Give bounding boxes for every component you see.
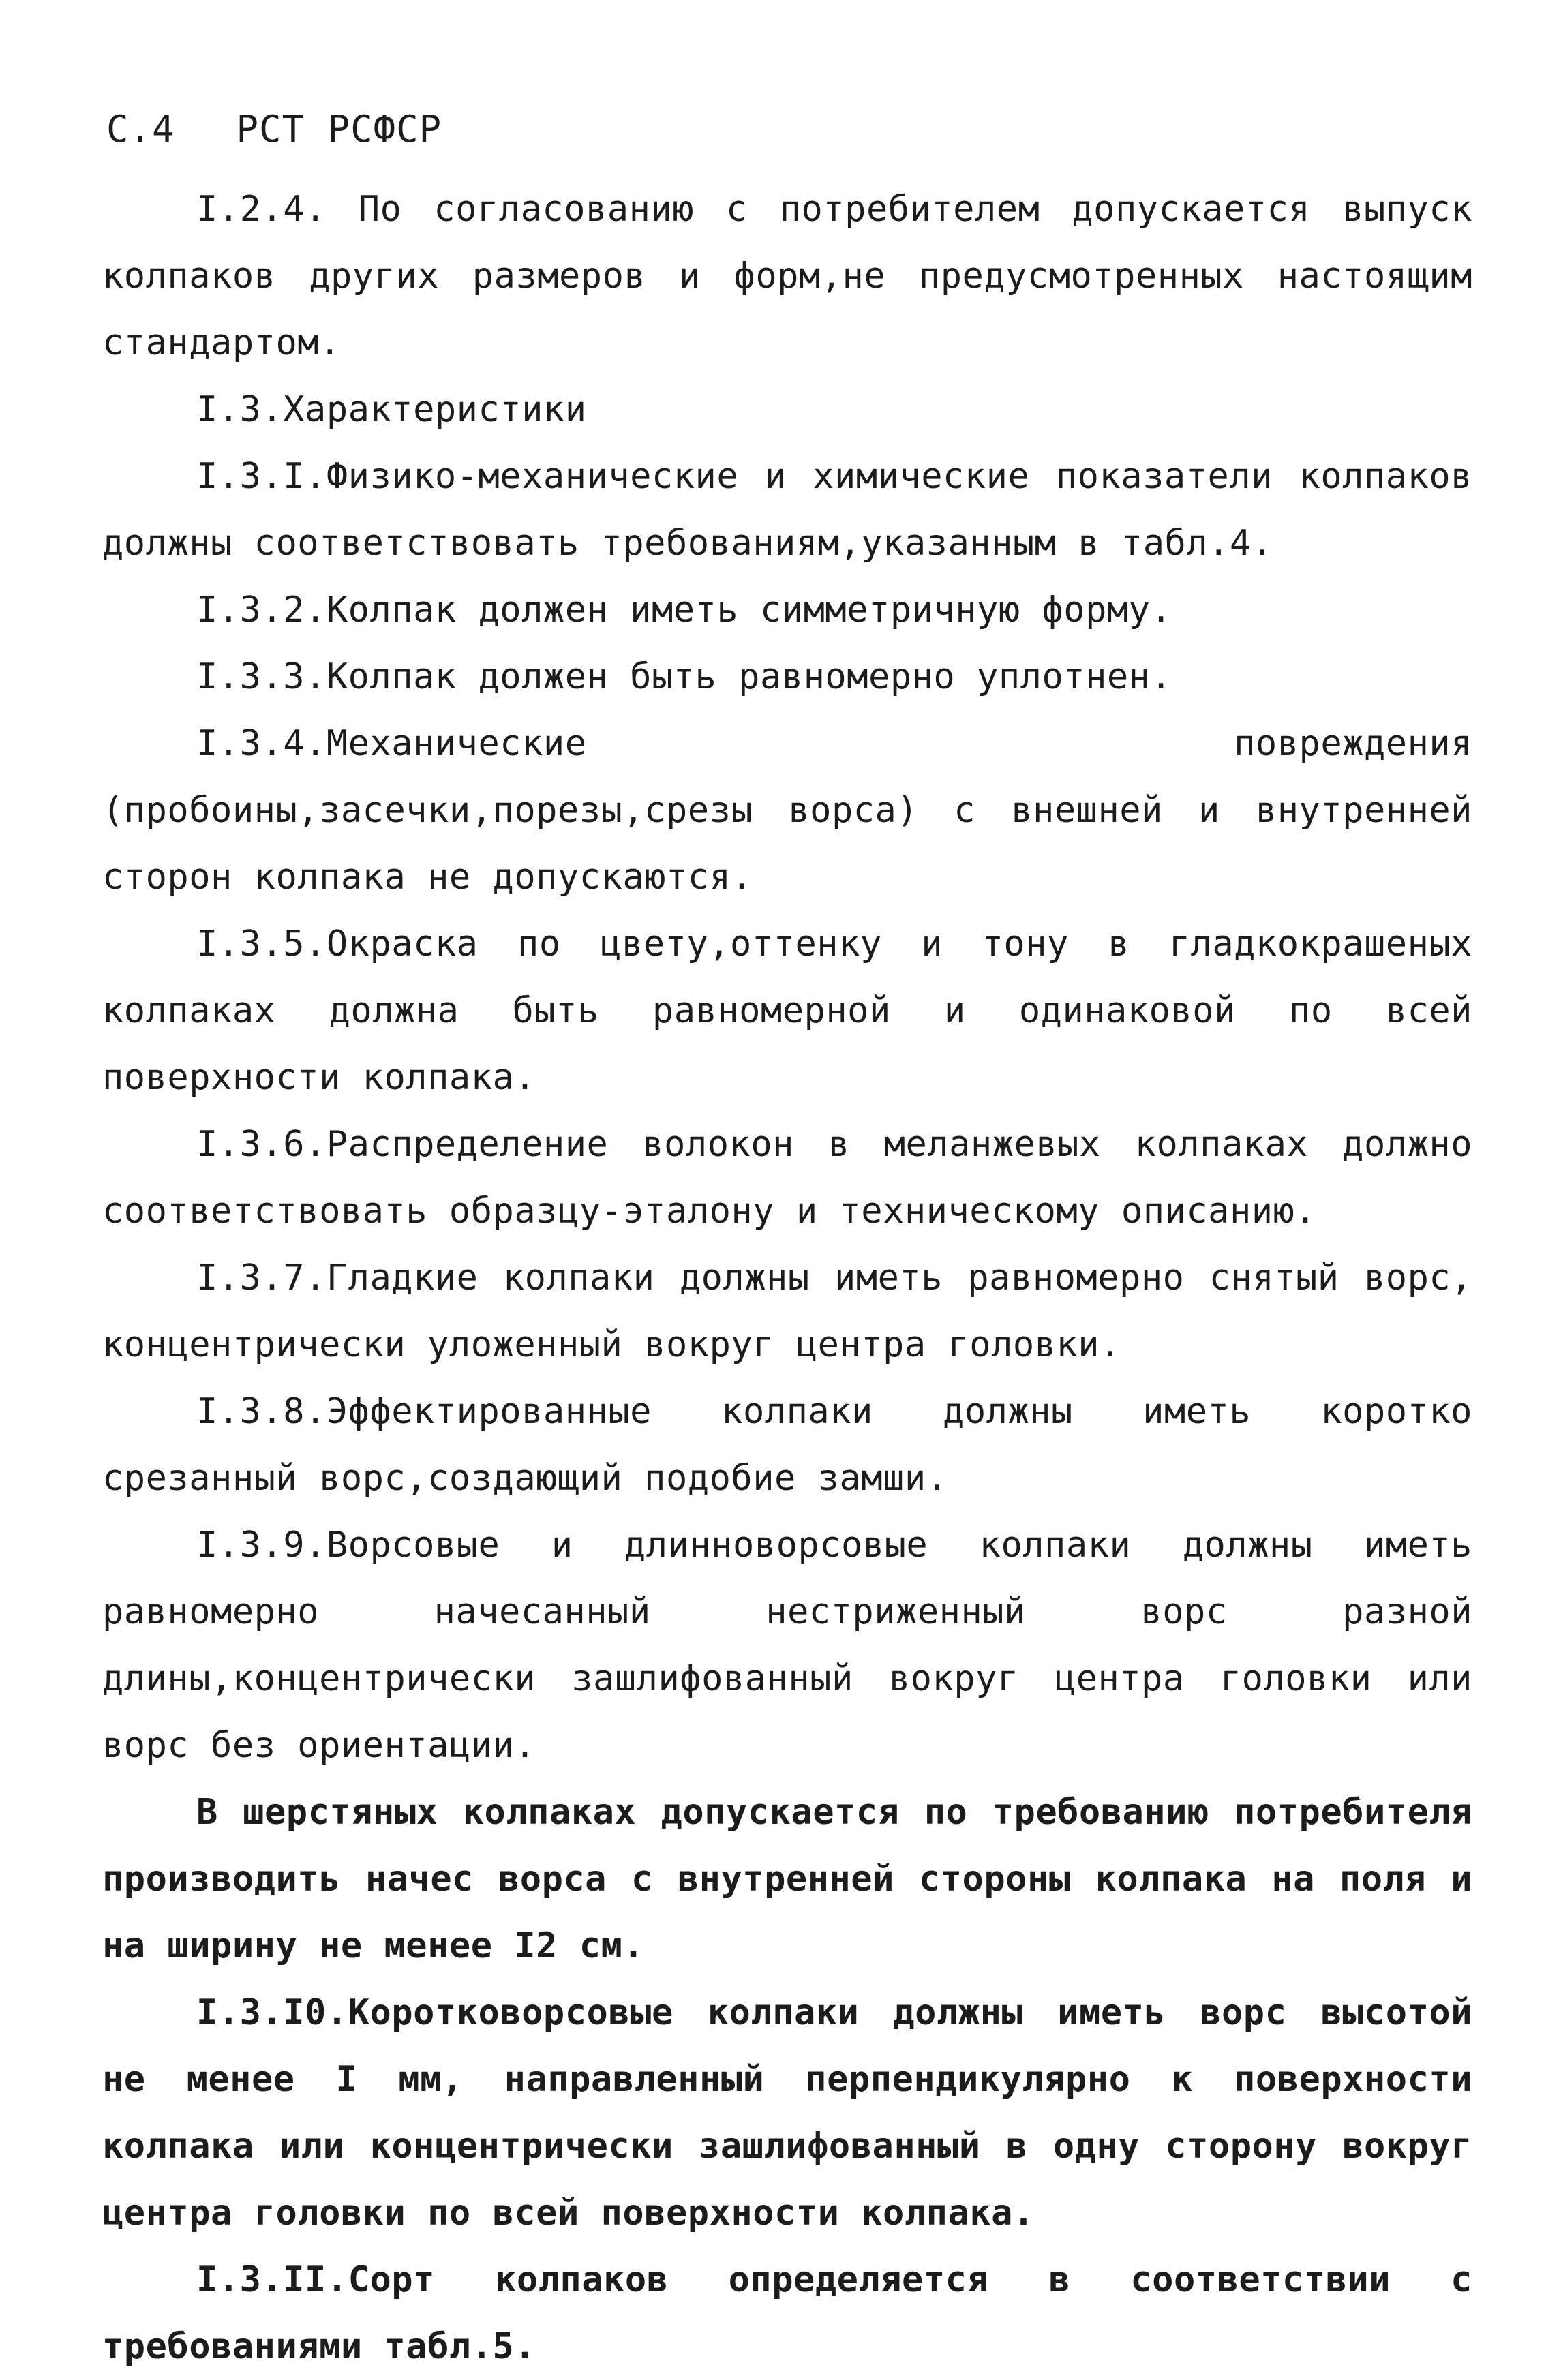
paragraph-1-3-9: I.3.9.Ворсовые и длинноворсовые колпаки должны иметь равномерно начесанный нестриженный ворс разной длины,концентрически зашлифованный вокруг центра головки или ворс без ориентации.	[102, 1525, 1472, 1766]
document-page	[102, 102, 1472, 2367]
paragraph-1-3-3: I.3.3.Колпак должен быть равномерно уплотнен.	[196, 656, 1172, 697]
standard-designation: РСТ РСФСР	[236, 108, 442, 151]
page-number: С.4	[106, 108, 175, 151]
paragraph-wool-nap-note: В шерстяных колпаках допускается по требованию потребителя производить начес ворса с внутренней стороны колпака на поля и на ширину не менее I2 см.	[102, 1792, 1472, 1966]
paragraph-1-3-2: I.3.2.Колпак должен иметь симметричную форму.	[196, 590, 1172, 630]
paragraph-1-3-1: I.3.I.Физико-механические и химические показатели колпаков должны соответствовать требованиям,указанным в табл.4.	[102, 456, 1472, 564]
page-header	[106, 102, 1472, 157]
paragraph-1-3-11: I.3.II.Сорт колпаков определяется в соответствии с требованиями табл.5.	[102, 2259, 1472, 2367]
paragraph-1-3-7: I.3.7.Гладкие колпаки должны иметь равномерно снятый ворс, концентрически уложенный вокруг центра головки.	[102, 1257, 1472, 1365]
paragraph-1-3-5: I.3.5.Окраска по цвету,оттенку и тону в гладкокрашеных колпаках должна быть равномерной и одинаковой по всей поверхности колпака.	[102, 924, 1472, 1098]
paragraph-1-2-4: I.2.4. По согласованию с потребителем допускается выпуск колпаков других размеров и форм,не предусмотренных настоящим стандартом.	[102, 189, 1472, 363]
paragraph-1-3-8: I.3.8.Эффектированные колпаки должны иметь коротко срезанный ворс,создающий подобие замши.	[102, 1391, 1472, 1499]
paragraph-1-3-10: I.3.I0.Коротковорсовые колпаки должны иметь ворс высотой не менее I мм, направленный перпендикулярно к поверхности колпака или концентрически зашлифованный в одну сторону вокруг центра головки по всей поверхности колпака.	[102, 1992, 1472, 2233]
section-heading-characteristics: I.3.Характеристики	[196, 389, 587, 430]
paragraph-1-3-4: I.3.4.Механические повреждения (пробоины,засечки,порезы,срезы ворса) с внешней и внутренней сторон колпака не допускаются.	[102, 723, 1472, 898]
paragraph-1-3-6: I.3.6.Распределение волокон в меланжевых колпаках должно соответствовать образцу-эталону и техническому описанию.	[102, 1124, 1472, 1232]
